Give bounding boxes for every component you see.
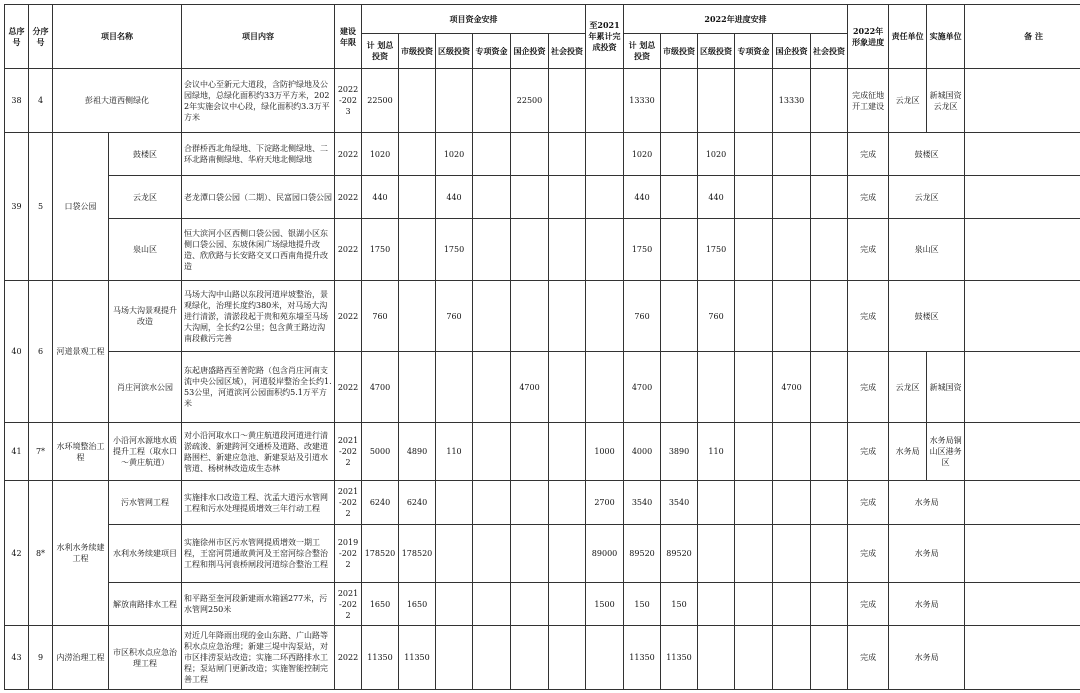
header-resp: 责任单位 [889,5,927,69]
p-total: 760 [624,281,661,352]
plan-total: 6240 [362,481,399,525]
remark [965,219,1080,281]
plan-total: 1650 [362,583,399,626]
resp-impl-unit: 水务局 [889,525,965,583]
project-content: 马场大沟中山路以东段河道岸坡整治，景观绿化，治理长度约380米，对马场大沟进行清淤，清淤段起于贵和苑东墙至马场大沟闸，全长约2公里；包含黄王路边沟南段截污完善 [182,281,335,352]
target: 完成 [848,133,889,176]
project-content: 会议中心至新元大道段，含防护绿地及公园绿地，总绿化面积约33万平方米，2022年实施会议中心段，绿化面积约3.3万平方米 [182,69,335,133]
p-district: 440 [698,176,735,219]
table-row [5,626,1080,690]
district [436,626,473,690]
header-p-special: 专项资金 [735,34,773,69]
plan-total: 178520 [362,525,399,583]
p-state: 13330 [773,69,811,133]
p-social [811,69,848,133]
fen-no: 8* [29,481,53,626]
sub-project-name: 肖庄河滨水公园 [109,352,182,423]
p-district [698,583,735,626]
special [473,69,511,133]
city: 4890 [399,423,436,481]
p-total: 1020 [624,133,661,176]
state [511,281,549,352]
district: 760 [436,281,473,352]
special [473,423,511,481]
table-row [5,525,1080,583]
resp-unit: 水务局 [889,423,927,481]
sub-project-name: 云龙区 [109,176,182,219]
table-row [5,481,1080,525]
target: 完成 [848,219,889,281]
special [473,281,511,352]
p-state [773,481,811,525]
p-social [811,352,848,423]
resp-impl-unit: 水务局 [889,626,965,690]
p-special [735,133,773,176]
table-row [5,219,1080,281]
cum2021 [586,352,624,423]
fen-no: 7* [29,423,53,481]
zong-no: 40 [5,281,29,423]
header-funding-group: 项目资金安排 [362,5,586,34]
zong-no: 43 [5,626,29,690]
p-special [735,281,773,352]
project-name: 口袋公园 [53,133,109,281]
impl-unit: 新城国资 [927,352,965,423]
header-social: 社会投资 [549,34,586,69]
district [436,525,473,583]
header-p-state: 国企投资 [773,34,811,69]
zong-no: 41 [5,423,29,481]
p-state [773,626,811,690]
period: 2022 [335,352,362,423]
header-state: 国企投资 [511,34,549,69]
cum2021 [586,219,624,281]
state [511,423,549,481]
special [473,481,511,525]
p-total: 11350 [624,626,661,690]
p-district: 110 [698,423,735,481]
project-content: 实施排水口改造工程、沈孟大道污水管网工程和污水处理提质增效三年行动工程 [182,481,335,525]
p-total: 1750 [624,219,661,281]
zong-no: 38 [5,69,29,133]
p-district: 1750 [698,219,735,281]
special [473,583,511,626]
p-social [811,583,848,626]
state [511,176,549,219]
fen-no: 9 [29,626,53,690]
city [399,133,436,176]
p-special [735,481,773,525]
remark [965,626,1080,690]
p-social [811,626,848,690]
special [473,352,511,423]
resp-impl-unit: 鼓楼区 [889,281,965,352]
p-social [811,176,848,219]
state [511,133,549,176]
header-plan2022-group: 2022年进度安排 [624,5,848,34]
target: 完成 [848,481,889,525]
state: 4700 [511,352,549,423]
p-city [661,219,698,281]
resp-impl-unit: 鼓楼区 [889,133,965,176]
p-district [698,481,735,525]
resp-unit: 云龙区 [889,352,927,423]
p-total: 150 [624,583,661,626]
header-p-district: 区级投资 [698,34,735,69]
fen-no: 5 [29,133,53,281]
social [549,525,586,583]
p-state: 4700 [773,352,811,423]
project-name: 彭祖大道西侧绿化 [53,69,182,133]
remark [965,352,1080,423]
plan-total: 11350 [362,626,399,690]
cum2021 [586,626,624,690]
period: 2022 [335,219,362,281]
p-district [698,525,735,583]
header-p-total: 计 划总投资 [624,34,661,69]
remark [965,481,1080,525]
plan-total: 22500 [362,69,399,133]
project-name: 内涝治理工程 [53,626,109,690]
special [473,525,511,583]
header-city: 市级投资 [399,34,436,69]
p-state [773,525,811,583]
p-special [735,352,773,423]
resp-unit: 云龙区 [889,69,927,133]
fen-no: 4 [29,69,53,133]
impl-unit: 新城国资云龙区 [927,69,965,133]
state [511,481,549,525]
social [549,481,586,525]
plan-total: 440 [362,176,399,219]
project-name: 水利水务续建工程 [53,481,109,626]
remark [965,69,1080,133]
table-row [5,281,1080,352]
p-state [773,423,811,481]
p-total: 89520 [624,525,661,583]
p-district: 1020 [698,133,735,176]
p-special [735,176,773,219]
social [549,133,586,176]
state: 22500 [511,69,549,133]
sub-project-name: 小沿河水源地水质提升工程（取水口～黄庄航道） [109,423,182,481]
target: 完成 [848,626,889,690]
remark [965,423,1080,481]
table-row [5,133,1080,176]
investment-table [4,4,1080,690]
p-total: 13330 [624,69,661,133]
p-state [773,583,811,626]
p-district: 760 [698,281,735,352]
p-special [735,219,773,281]
p-total: 440 [624,176,661,219]
sub-project-name: 解放南路排水工程 [109,583,182,626]
table-row [5,352,1080,423]
period: 2021-2022 [335,481,362,525]
remark [965,281,1080,352]
p-social [811,281,848,352]
social [549,626,586,690]
plan-total: 4700 [362,352,399,423]
p-special [735,583,773,626]
sub-project-name: 污水管网工程 [109,481,182,525]
project-content: 合群桥西北角绿地、下淀路北侧绿地、二环北路南侧绿地、华府天地北侧绿地 [182,133,335,176]
p-city: 89520 [661,525,698,583]
sub-project-name: 市区积水点应急治理工程 [109,626,182,690]
fen-no: 6 [29,281,53,423]
p-district [698,626,735,690]
target: 完成 [848,352,889,423]
cum2021 [586,133,624,176]
p-city: 3890 [661,423,698,481]
social [549,219,586,281]
target: 完成 [848,583,889,626]
sub-project-name: 水利水务续建项目 [109,525,182,583]
p-city: 3540 [661,481,698,525]
header-cum2021: 至2021年累计完成投资 [586,5,624,69]
city: 178520 [399,525,436,583]
header-target: 2022年形象进度 [848,5,889,69]
p-city [661,281,698,352]
header-p-social: 社会投资 [811,34,848,69]
p-city: 150 [661,583,698,626]
period: 2022 [335,626,362,690]
social [549,423,586,481]
project-content: 和平路至奎河段新建雨水箱涵277米，污水管网250米 [182,583,335,626]
district [436,583,473,626]
header-special: 专项资金 [473,34,511,69]
header-fen-no: 分序号 [29,5,53,69]
sub-project-name: 马场大沟景观提升改造 [109,281,182,352]
p-social [811,481,848,525]
social [549,583,586,626]
p-total: 4000 [624,423,661,481]
city [399,176,436,219]
p-special [735,525,773,583]
district: 110 [436,423,473,481]
cum2021: 89000 [586,525,624,583]
p-social [811,525,848,583]
cum2021 [586,69,624,133]
social [549,69,586,133]
p-state [773,219,811,281]
social [549,352,586,423]
p-state [773,133,811,176]
p-special [735,423,773,481]
p-city [661,352,698,423]
p-city [661,133,698,176]
p-total: 4700 [624,352,661,423]
p-state [773,176,811,219]
remark [965,583,1080,626]
table-row [5,176,1080,219]
target: 完成 [848,423,889,481]
target: 完成征地开工建设 [848,69,889,133]
header-district: 区级投资 [436,34,473,69]
header-p-city: 市级投资 [661,34,698,69]
city: 11350 [399,626,436,690]
project-name: 水环境整治工程 [53,423,109,481]
resp-impl-unit: 云龙区 [889,176,965,219]
sub-project-name: 泉山区 [109,219,182,281]
period: 2019-2022 [335,525,362,583]
p-social [811,219,848,281]
plan-total: 1020 [362,133,399,176]
p-social [811,133,848,176]
target: 完成 [848,525,889,583]
special [473,219,511,281]
city [399,219,436,281]
zong-no: 39 [5,133,29,281]
project-content: 实施徐州市区污水管网提质增效一期工程，王窑河贯通故黄河及王窑河综合整治工程和荆马河袁桥闸段河道综合整治工程 [182,525,335,583]
project-content: 对小沿河取水口～黄庄航道段河道进行清淤疏浚、新建跨河交通桥及道路、改建道路围栏、新建应急池、新建泵站及引道水管道、杨树林改造成生态林 [182,423,335,481]
zong-no: 42 [5,481,29,626]
p-special [735,626,773,690]
cum2021: 1500 [586,583,624,626]
state [511,626,549,690]
project-content: 恒大滨河小区西侧口袋公园、银湖小区东侧口袋公园、东坡休闲广场绿地提升改造、欣欣路与长安路交叉口西南角提升改造 [182,219,335,281]
resp-impl-unit: 水务局 [889,583,965,626]
district [436,69,473,133]
period: 2022-2023 [335,69,362,133]
project-content: 老龙潭口袋公园（二期）、民富园口袋公园 [182,176,335,219]
p-special [735,69,773,133]
project-content: 对近几年降雨出现的金山东路、广山路等积水点应急治理；新建三堤中沟泵站，对市区排涝泵站改造；实施二环西路排水工程；泵站闸门更新改造；实施智能控制完善工程 [182,626,335,690]
header-remark: 备 注 [965,5,1080,69]
period: 2021-2022 [335,583,362,626]
district: 1020 [436,133,473,176]
p-city [661,176,698,219]
resp-impl-unit: 水务局 [889,481,965,525]
period: 2021-2022 [335,423,362,481]
city: 6240 [399,481,436,525]
project-name: 河道景观工程 [53,281,109,423]
cum2021 [586,176,624,219]
district: 440 [436,176,473,219]
table-row [5,583,1080,626]
impl-unit: 水务局铜山区港务区 [927,423,965,481]
state [511,583,549,626]
table-row [5,69,1080,133]
plan-total: 5000 [362,423,399,481]
special [473,626,511,690]
cum2021: 1000 [586,423,624,481]
target: 完成 [848,281,889,352]
city: 1650 [399,583,436,626]
p-city [661,69,698,133]
header-plan-total: 计 划总投资 [362,34,399,69]
period: 2022 [335,176,362,219]
header-zong-no: 总序号 [5,5,29,69]
header-project-name: 项目名称 [53,5,182,69]
target: 完成 [848,176,889,219]
remark [965,176,1080,219]
period: 2022 [335,281,362,352]
remark [965,525,1080,583]
p-social [811,423,848,481]
special [473,176,511,219]
state [511,525,549,583]
sub-project-name: 鼓楼区 [109,133,182,176]
cum2021: 2700 [586,481,624,525]
resp-impl-unit: 泉山区 [889,219,965,281]
header-project-content: 项目内容 [182,5,335,69]
p-state [773,281,811,352]
table-row [5,423,1080,481]
district [436,352,473,423]
district: 1750 [436,219,473,281]
city [399,69,436,133]
header-impl: 实施单位 [927,5,965,69]
header-period: 建设年限 [335,5,362,69]
remark [965,133,1080,176]
city [399,352,436,423]
city [399,281,436,352]
period: 2022 [335,133,362,176]
district [436,481,473,525]
social [549,281,586,352]
p-district [698,352,735,423]
p-city: 11350 [661,626,698,690]
plan-total: 1750 [362,219,399,281]
project-content: 东起唐盛路西至普陀路（包含肖庄河南支流中央公园区域），河道驳岸整治全长约1.53公里，河道滨河公园面积约5.1万平方米 [182,352,335,423]
special [473,133,511,176]
cum2021 [586,281,624,352]
state [511,219,549,281]
social [549,176,586,219]
p-district [698,69,735,133]
p-total: 3540 [624,481,661,525]
plan-total: 760 [362,281,399,352]
